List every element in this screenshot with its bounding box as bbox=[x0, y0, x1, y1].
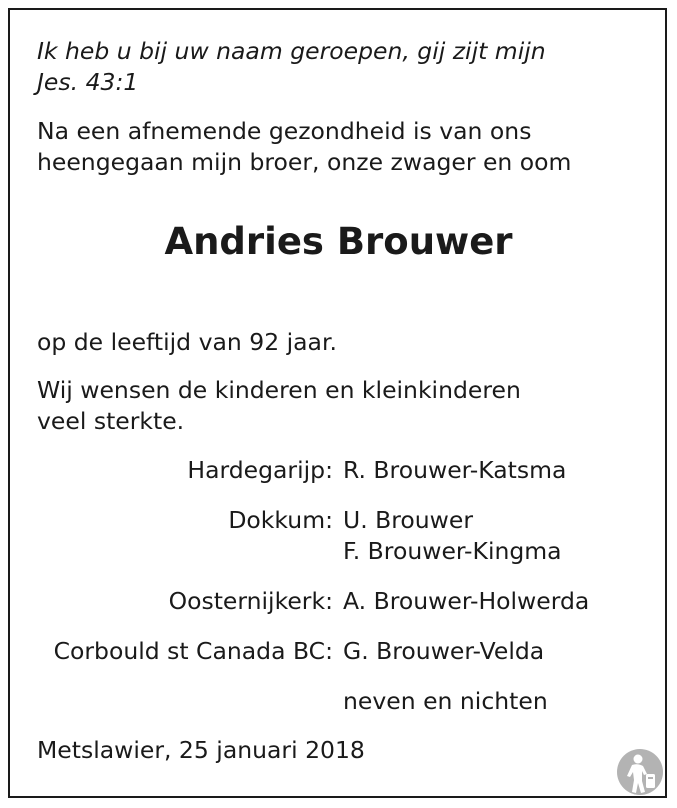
relative-place: Corbould st Canada BC: bbox=[53, 637, 333, 665]
relative-place: Oosternijkerk: bbox=[168, 587, 333, 615]
bible-verse-reference: Jes. 43:1 bbox=[37, 68, 139, 96]
nephews-nieces: neven en nichten bbox=[343, 687, 548, 715]
wishes-line-1: Wij wensen de kinderen en kleinkinderen bbox=[37, 376, 521, 404]
relative-name: R. Brouwer-Katsma bbox=[343, 456, 567, 484]
relative-place: Dokkum: bbox=[228, 506, 333, 534]
age-line: op de leeftijd van 92 jaar. bbox=[37, 328, 337, 356]
intro-line-1: Na een afnemende gezondheid is van ons bbox=[37, 117, 532, 145]
relative-name: F. Brouwer-Kingma bbox=[343, 537, 562, 565]
relative-name: G. Brouwer-Velda bbox=[343, 637, 545, 665]
wishes-line-2: veel sterkte. bbox=[37, 407, 185, 435]
relative-name: U. Brouwer bbox=[343, 506, 474, 534]
intro-line-2: heengegaan mijn broer, onze zwager en oom bbox=[37, 148, 572, 176]
place-and-date: Metslawier, 25 januari 2018 bbox=[37, 736, 365, 764]
bible-verse-line-1: Ik heb u bij uw naam geroepen, gij zijt mijn bbox=[37, 37, 546, 65]
deceased-name: Andries Brouwer bbox=[164, 220, 513, 263]
relative-name: A. Brouwer-Holwerda bbox=[343, 587, 590, 615]
memorial-figure-icon bbox=[616, 748, 664, 796]
relative-place: Hardegarijp: bbox=[187, 456, 333, 484]
